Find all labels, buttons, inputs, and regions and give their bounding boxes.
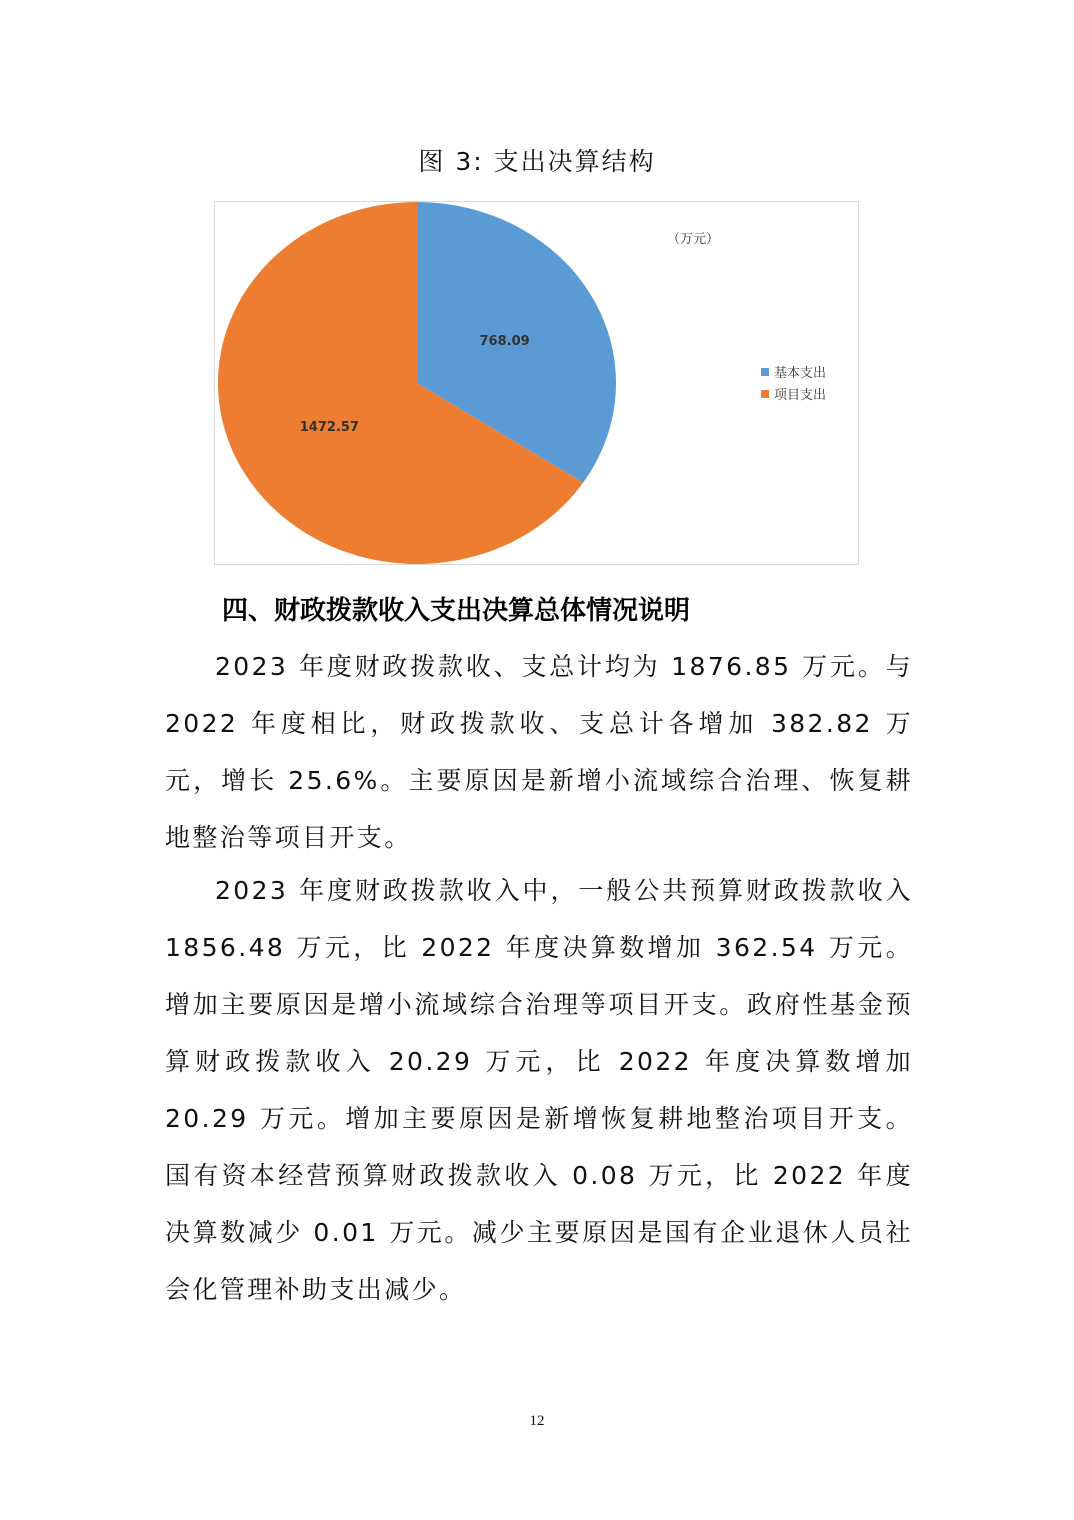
legend-swatch-1 (761, 368, 769, 376)
unit-label: （万元） (666, 232, 720, 247)
legend-swatch-2 (761, 390, 769, 398)
pie-chart (214, 201, 859, 565)
pie-chart-svg (215, 202, 860, 566)
legend-label-1: 基本支出 (774, 366, 827, 381)
pie-data-label-1: 768.09 (479, 334, 530, 350)
page-number: 12 (529, 1413, 545, 1429)
paragraph-2: 2023 年度财政拨款收入中，一般公共预算财政拨款收入 1856.48 万元，比 2022 年度决算数增加 362.54 万元。增加主要原因是增小流域综合治理等项目开支。政府性基金预算财政拨款收入 20.29 万元，比 2022 年度决算数增加 20.29 万元。增加主要原因是新增恢复耕地整治项目开支。国有资本经营预算财政拨款收入 0.08 万元，比 2022 年度决算数减少 0.01 万元。减少主要原因是国有企业退休人员社会化管理补助支出减少。 (165, 876, 913, 1304)
paragraph-1: 2023 年度财政拨款收、支总计均为 1876.85 万元。与 2022 年度相比，财政拨款收、支总计各增加 382.82 万元，增长 25.6%。主要原因是新增小流域综合治理、恢复耕地整治等项目开支。 (165, 652, 913, 852)
chart-legend (761, 365, 826, 403)
figure-caption: 图 3: 支出决算结构 (418, 147, 656, 176)
legend-label-2: 项目支出 (774, 388, 827, 403)
pie-slices (218, 202, 616, 564)
pie-data-label-2: 1472.57 (299, 419, 359, 435)
section-heading: 四、财政拨款收入支出决算总体情况说明 (222, 596, 691, 626)
